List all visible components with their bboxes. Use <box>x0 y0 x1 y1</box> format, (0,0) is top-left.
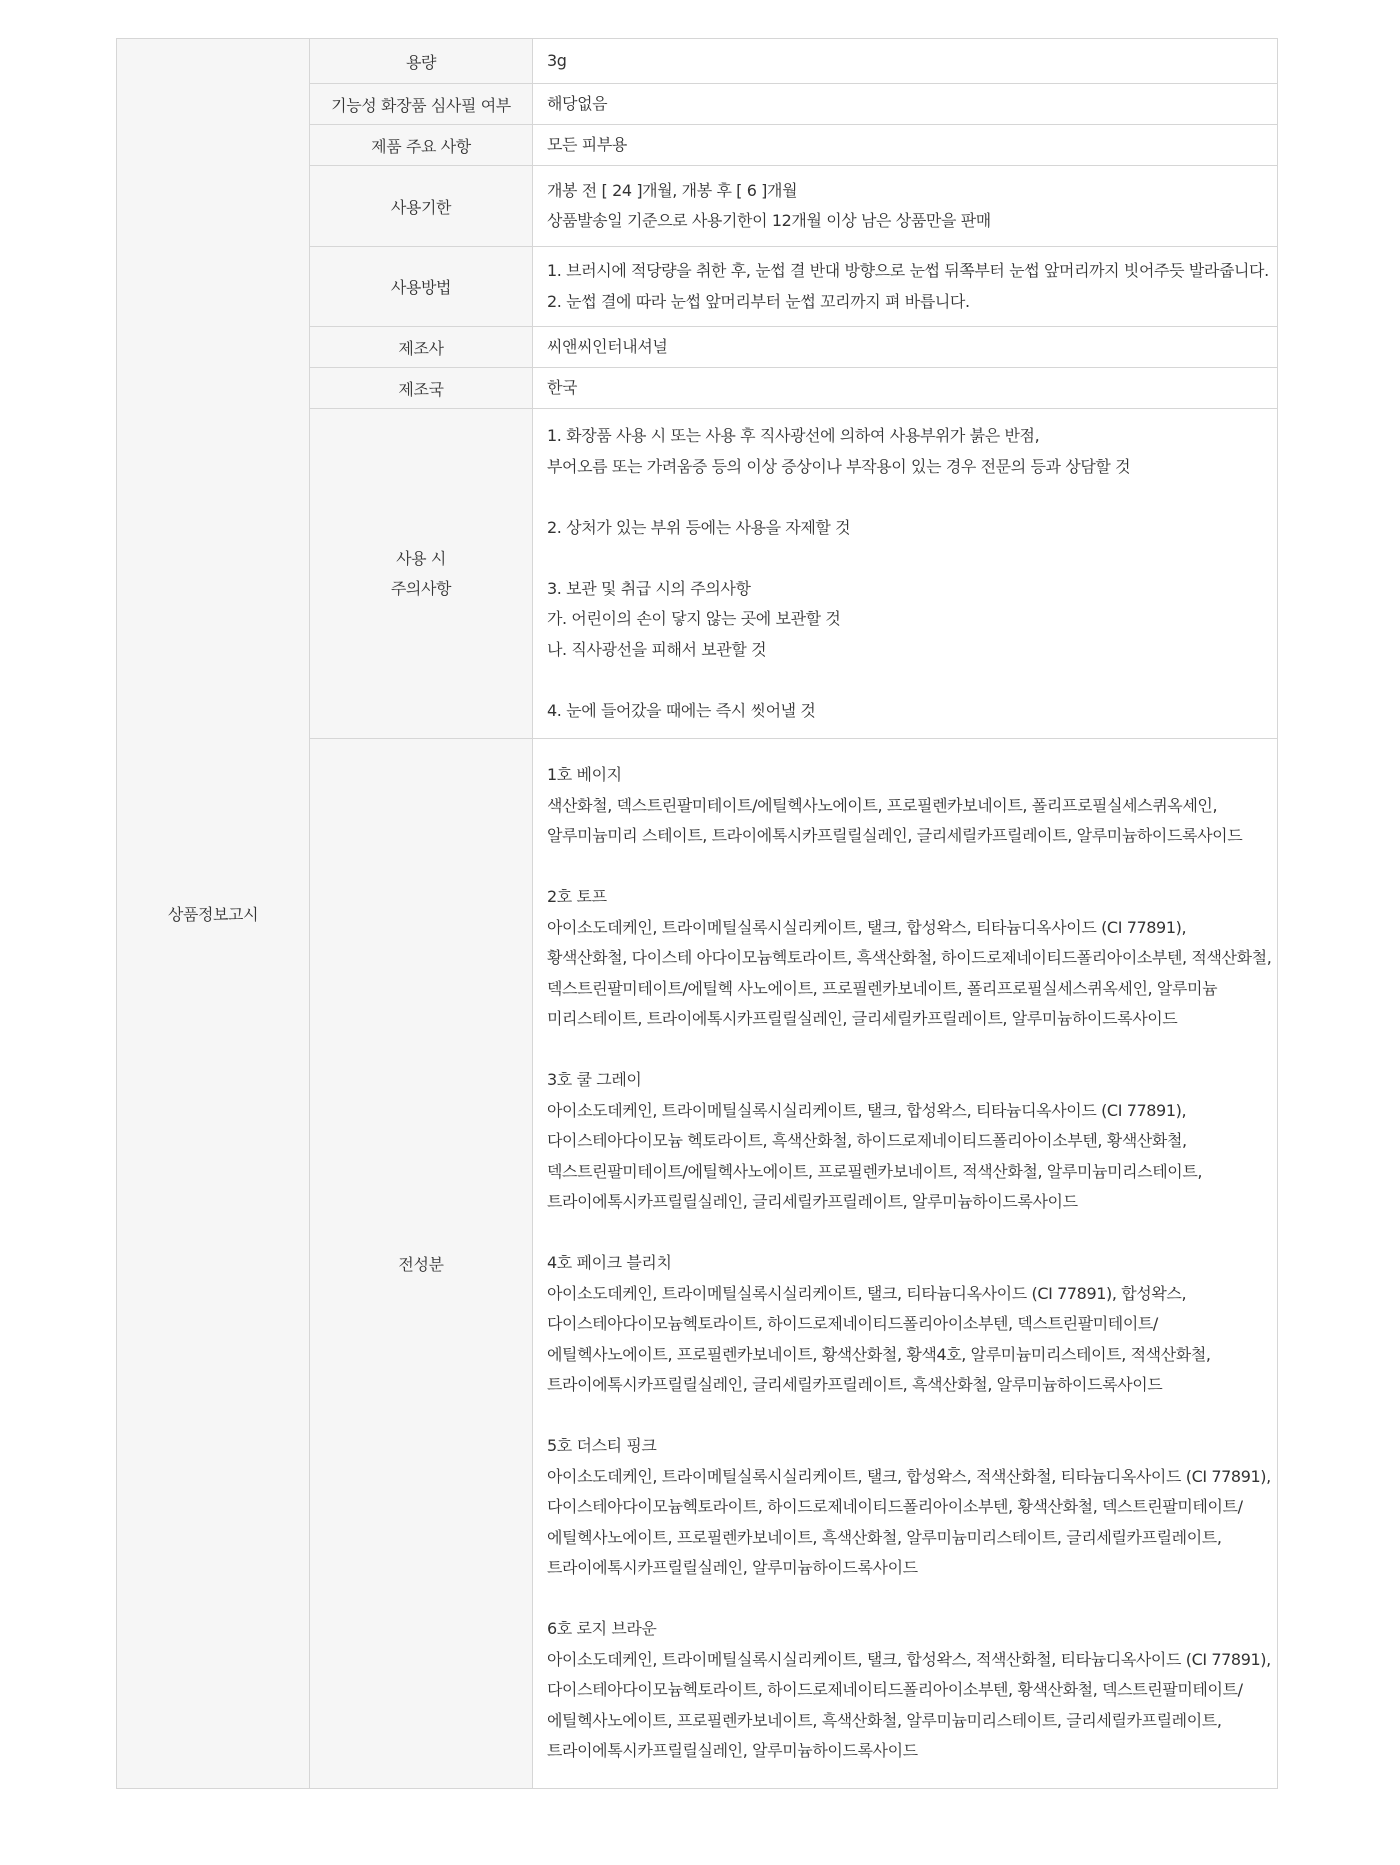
text-line: 아이소도데케인, 트라이메틸실록시실리케이트, 탤크, 합성왁스, 티타늄디옥사이드 (CI 77891), <box>547 917 1187 937</box>
blank-line <box>547 665 1263 696</box>
text-line: 트라이에톡시카프릴릴실레인, 알루미늄하이드록사이드 <box>547 1741 918 1761</box>
text-line: 2. 눈썹 결에 따라 눈썹 앞머리부터 눈썹 꼬리까지 펴 바릅니다. <box>547 291 970 311</box>
value-main-spec: 모든 피부용 <box>533 125 1278 166</box>
text-line: 가. 어린이의 손이 닿지 않는 곳에 보관할 것 <box>547 609 841 628</box>
blank-line <box>547 1401 1263 1432</box>
text-line: 1. 화장품 사용 시 또는 사용 후 직사광선에 의하여 사용부위가 붉은 반점, <box>547 426 1040 445</box>
text-line: 아이소도데케인, 트라이메틸실록시실리케이트, 탤크, 합성왁스, 적색산화철, 티타늄디옥사이드 (CI 77891), <box>547 1649 1271 1669</box>
text-line: 아이소도데케인, 트라이메틸실록시실리케이트, 탤크, 합성왁스, 티타늄디옥사이드 (CI 77891), <box>547 1100 1187 1120</box>
row-capacity <box>117 39 1278 84</box>
label-caution-line-1: 사용 시 <box>396 548 446 568</box>
product-info-notice <box>116 38 1278 1789</box>
text-line: 상품발송일 기준으로 사용기한이 12개월 이상 남은 상품만을 판매 <box>547 211 991 230</box>
blank-line <box>547 543 1263 574</box>
value-usage <box>533 247 1278 327</box>
text-line: 덱스트린팔미테이트/에틸헥 사노에이트, 프로필렌카보네이트, 폴리프로필실세스퀴옥세인, 알루미늄 <box>547 978 1218 998</box>
text-line: 3. 보관 및 취급 시의 주의사항 <box>547 578 751 598</box>
text-line: 3호 쿨 그레이 <box>547 1070 642 1090</box>
value-manufacturer: 씨앤씨인터내셔널 <box>533 327 1278 368</box>
blank-line <box>547 1218 1263 1249</box>
text-line: 황색산화철, 다이스테 아다이모늄헥토라이트, 흑색산화철, 하이드로제네이티드폴리아이소부텐, 적색산화철, <box>547 948 1272 968</box>
value-ingredients <box>533 739 1278 1789</box>
value-capacity: 3g <box>533 39 1278 84</box>
text-line: 1. 브러시에 적당량을 취한 후, 눈썹 결 반대 방향으로 눈썹 뒤쪽부터 눈썹 앞머리까지 빗어주듯 발라줍니다. <box>547 261 1269 280</box>
blank-line <box>547 1584 1263 1615</box>
text-line: 2. 상처가 있는 부위 등에는 사용을 자제할 것 <box>547 517 851 537</box>
text-line: 4호 페이크 블리치 <box>547 1253 672 1273</box>
text-line: 나. 직사광선을 피해서 보관할 것 <box>547 639 767 659</box>
blank-line <box>547 482 1263 513</box>
label-functional: 기능성 화장품 심사필 여부 <box>310 84 533 125</box>
label-capacity: 용량 <box>310 39 533 84</box>
text-line: 트라이에톡시카프릴릴실레인, 알루미늄하이드록사이드 <box>547 1558 918 1578</box>
label-ingredients: 전성분 <box>310 739 533 1789</box>
text-line: 5호 더스티 핑크 <box>547 1436 657 1456</box>
product-info-table <box>116 38 1278 1789</box>
label-usage: 사용방법 <box>310 247 533 327</box>
text-line: 에틸헥사노에이트, 프로필렌카보네이트, 황색산화철, 황색4호, 알루미늄미리스테이트, 적색산화철, <box>547 1344 1211 1364</box>
text-line: 덱스트린팔미테이트/에틸헥사노에이트, 프로필렌카보네이트, 적색산화철, 알루미늄미리스테이트, <box>547 1161 1203 1181</box>
text-line: 알루미늄미리 스테이트, 트라이에톡시카프릴릴실레인, 글리세릴카프릴레이트, 알루미늄하이드록사이드 <box>547 826 1243 846</box>
text-line: 색산화철, 덱스트린팔미테이트/에틸헥사노에이트, 프로필렌카보네이트, 폴리프로필실세스퀴옥세인, <box>547 795 1218 815</box>
text-line: 개봉 전 [ 24 ]개월, 개봉 후 [ 6 ]개월 <box>547 180 798 200</box>
text-line: 부어오름 또는 가려움증 등의 이상 증상이나 부작용이 있는 경우 전문의 등과 상담할 것 <box>547 456 1131 476</box>
text-line: 트라이에톡시카프릴릴실레인, 글리세릴카프릴레이트, 알루미늄하이드록사이드 <box>547 1192 1078 1212</box>
text-line: 다이스테아다이모늄헥토라이트, 하이드로제네이티드폴리아이소부텐, 황색산화철, 덱스트린팔미테이트/ <box>547 1497 1243 1517</box>
text-line: 다이스테아다이모늄 헥토라이트, 흑색산화철, 하이드로제네이티드폴리아이소부텐, 황색산화철, <box>547 1131 1187 1151</box>
label-expiry: 사용기한 <box>310 166 533 247</box>
text-line: 에틸헥사노에이트, 프로필렌카보네이트, 흑색산화철, 알루미늄미리스테이트, 글리세릴카프릴레이트, <box>547 1527 1222 1547</box>
value-functional: 해당없음 <box>533 84 1278 125</box>
text-line: 다이스테아다이모늄헥토라이트, 하이드로제네이티드폴리아이소부텐, 덱스트린팔미테이트/ <box>547 1314 1158 1334</box>
blank-line <box>547 1035 1263 1066</box>
text-line: 4. 눈에 들어갔을 때에는 즉시 씻어낼 것 <box>547 700 816 720</box>
text-line: 1호 베이지 <box>547 765 622 785</box>
group-label: 상품정보고시 <box>117 39 310 1789</box>
text-line: 아이소도데케인, 트라이메틸실록시실리케이트, 탤크, 티타늄디옥사이드 (CI 77891), 합성왁스, <box>547 1283 1187 1303</box>
text-line: 2호 토프 <box>547 887 607 907</box>
text-line: 미리스테이트, 트라이에톡시카프릴릴실레인, 글리세릴카프릴레이트, 알루미늄하이드록사이드 <box>547 1009 1178 1029</box>
blank-line <box>547 852 1263 883</box>
label-caution-line-2: 주의사항 <box>390 578 452 598</box>
label-caution <box>310 409 533 739</box>
text-line: 아이소도데케인, 트라이메틸실록시실리케이트, 탤크, 합성왁스, 적색산화철, 티타늄디옥사이드 (CI 77891), <box>547 1466 1271 1486</box>
label-country: 제조국 <box>310 368 533 409</box>
label-main-spec: 제품 주요 사항 <box>310 125 533 166</box>
text-line: 6호 로지 브라운 <box>547 1619 657 1639</box>
value-country: 한국 <box>533 368 1278 409</box>
value-caution <box>533 409 1278 739</box>
value-expiry <box>533 166 1278 247</box>
text-line: 에틸헥사노에이트, 프로필렌카보네이트, 흑색산화철, 알루미늄미리스테이트, 글리세릴카프릴레이트, <box>547 1710 1222 1730</box>
text-line: 트라이에톡시카프릴릴실레인, 글리세릴카프릴레이트, 흑색산화철, 알루미늄하이드록사이드 <box>547 1375 1163 1395</box>
label-manufacturer: 제조사 <box>310 327 533 368</box>
text-line: 다이스테아다이모늄헥토라이트, 하이드로제네이티드폴리아이소부텐, 황색산화철, 덱스트린팔미테이트/ <box>547 1680 1243 1700</box>
